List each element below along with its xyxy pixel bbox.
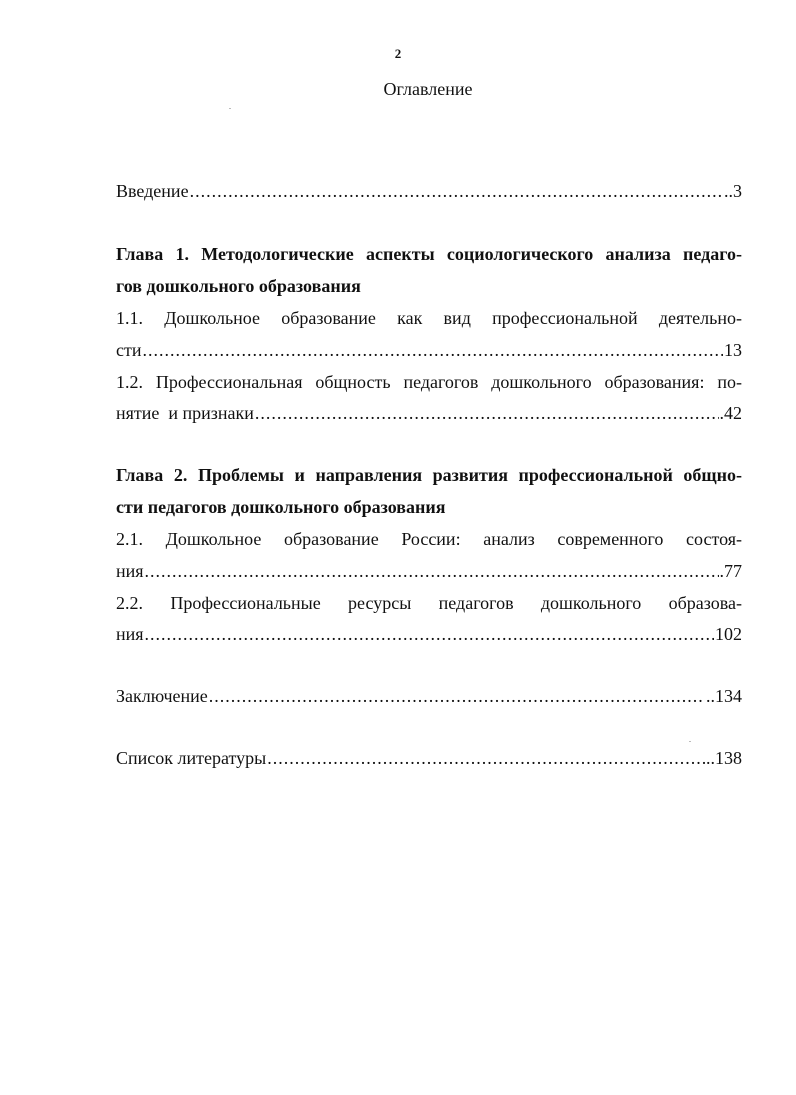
toc-entry-page: 13 bbox=[724, 340, 742, 360]
dot-leader bbox=[209, 683, 705, 709]
toc-entry-label: ния bbox=[116, 624, 144, 644]
toc-entry-references[interactable] bbox=[116, 745, 742, 771]
toc-entry-label: сти bbox=[116, 340, 142, 360]
toc-entry-label: Заключение bbox=[116, 686, 208, 706]
toc-entry-1-1-cont[interactable] bbox=[116, 337, 742, 363]
scan-speck bbox=[689, 741, 691, 742]
toc-entry-conclusion[interactable] bbox=[116, 683, 742, 709]
toc-entry-page: ..3 bbox=[724, 181, 742, 201]
toc-entry-label: Введение bbox=[116, 181, 189, 201]
toc-entry-1-2-cont[interactable] bbox=[116, 400, 742, 426]
toc-entry-intro[interactable] bbox=[116, 178, 742, 204]
toc-entry-2-1-cont[interactable] bbox=[116, 558, 742, 584]
toc-entry-2-2-cont[interactable] bbox=[116, 621, 742, 647]
chapter-2-heading-cont[interactable]: сти педагогов дошкольного образования bbox=[116, 497, 446, 517]
toc-entry-1-1[interactable]: 1.1. Дошкольное образование как вид профессиональной деятельно- bbox=[116, 308, 742, 328]
toc-entry-page: .42 bbox=[719, 403, 742, 423]
dot-leader bbox=[145, 621, 714, 647]
dot-leader bbox=[267, 745, 705, 771]
toc-entry-page: ..138 bbox=[706, 748, 742, 768]
toc-entry-page: ..134 bbox=[706, 686, 742, 706]
toc-entry-2-1[interactable]: 2.1. Дошкольное образование России: анализ современного состоя- bbox=[116, 529, 742, 549]
toc-entry-1-2[interactable]: 1.2. Профессиональная общность педагогов дошкольного образования: по- bbox=[116, 372, 742, 392]
page-title: Оглавление bbox=[383, 79, 473, 99]
toc-entry-page: .77 bbox=[719, 561, 742, 581]
dot-leader bbox=[143, 337, 724, 363]
toc-entry-2-2[interactable]: 2.2. Профессиональные ресурсы педагогов дошкольного образова- bbox=[116, 593, 742, 613]
dot-leader bbox=[190, 178, 723, 204]
dot-leader bbox=[255, 400, 719, 426]
toc-entry-label: нятие и признаки bbox=[116, 403, 254, 423]
dot-leader bbox=[145, 558, 719, 584]
chapter-2-heading[interactable]: Глава 2. Проблемы и направления развития профессиональной общно- bbox=[116, 465, 742, 485]
toc-entry-page: 102 bbox=[715, 624, 742, 644]
scan-speck bbox=[229, 108, 231, 109]
toc-entry-label: Список литературы bbox=[116, 748, 267, 768]
toc-entry-label: ния bbox=[116, 561, 144, 581]
page-number: 2 bbox=[394, 46, 402, 61]
chapter-1-heading[interactable]: Глава 1. Методологические аспекты социологического анализа педаго- bbox=[116, 244, 742, 264]
chapter-1-heading-cont[interactable]: гов дошкольного образования bbox=[116, 276, 361, 296]
